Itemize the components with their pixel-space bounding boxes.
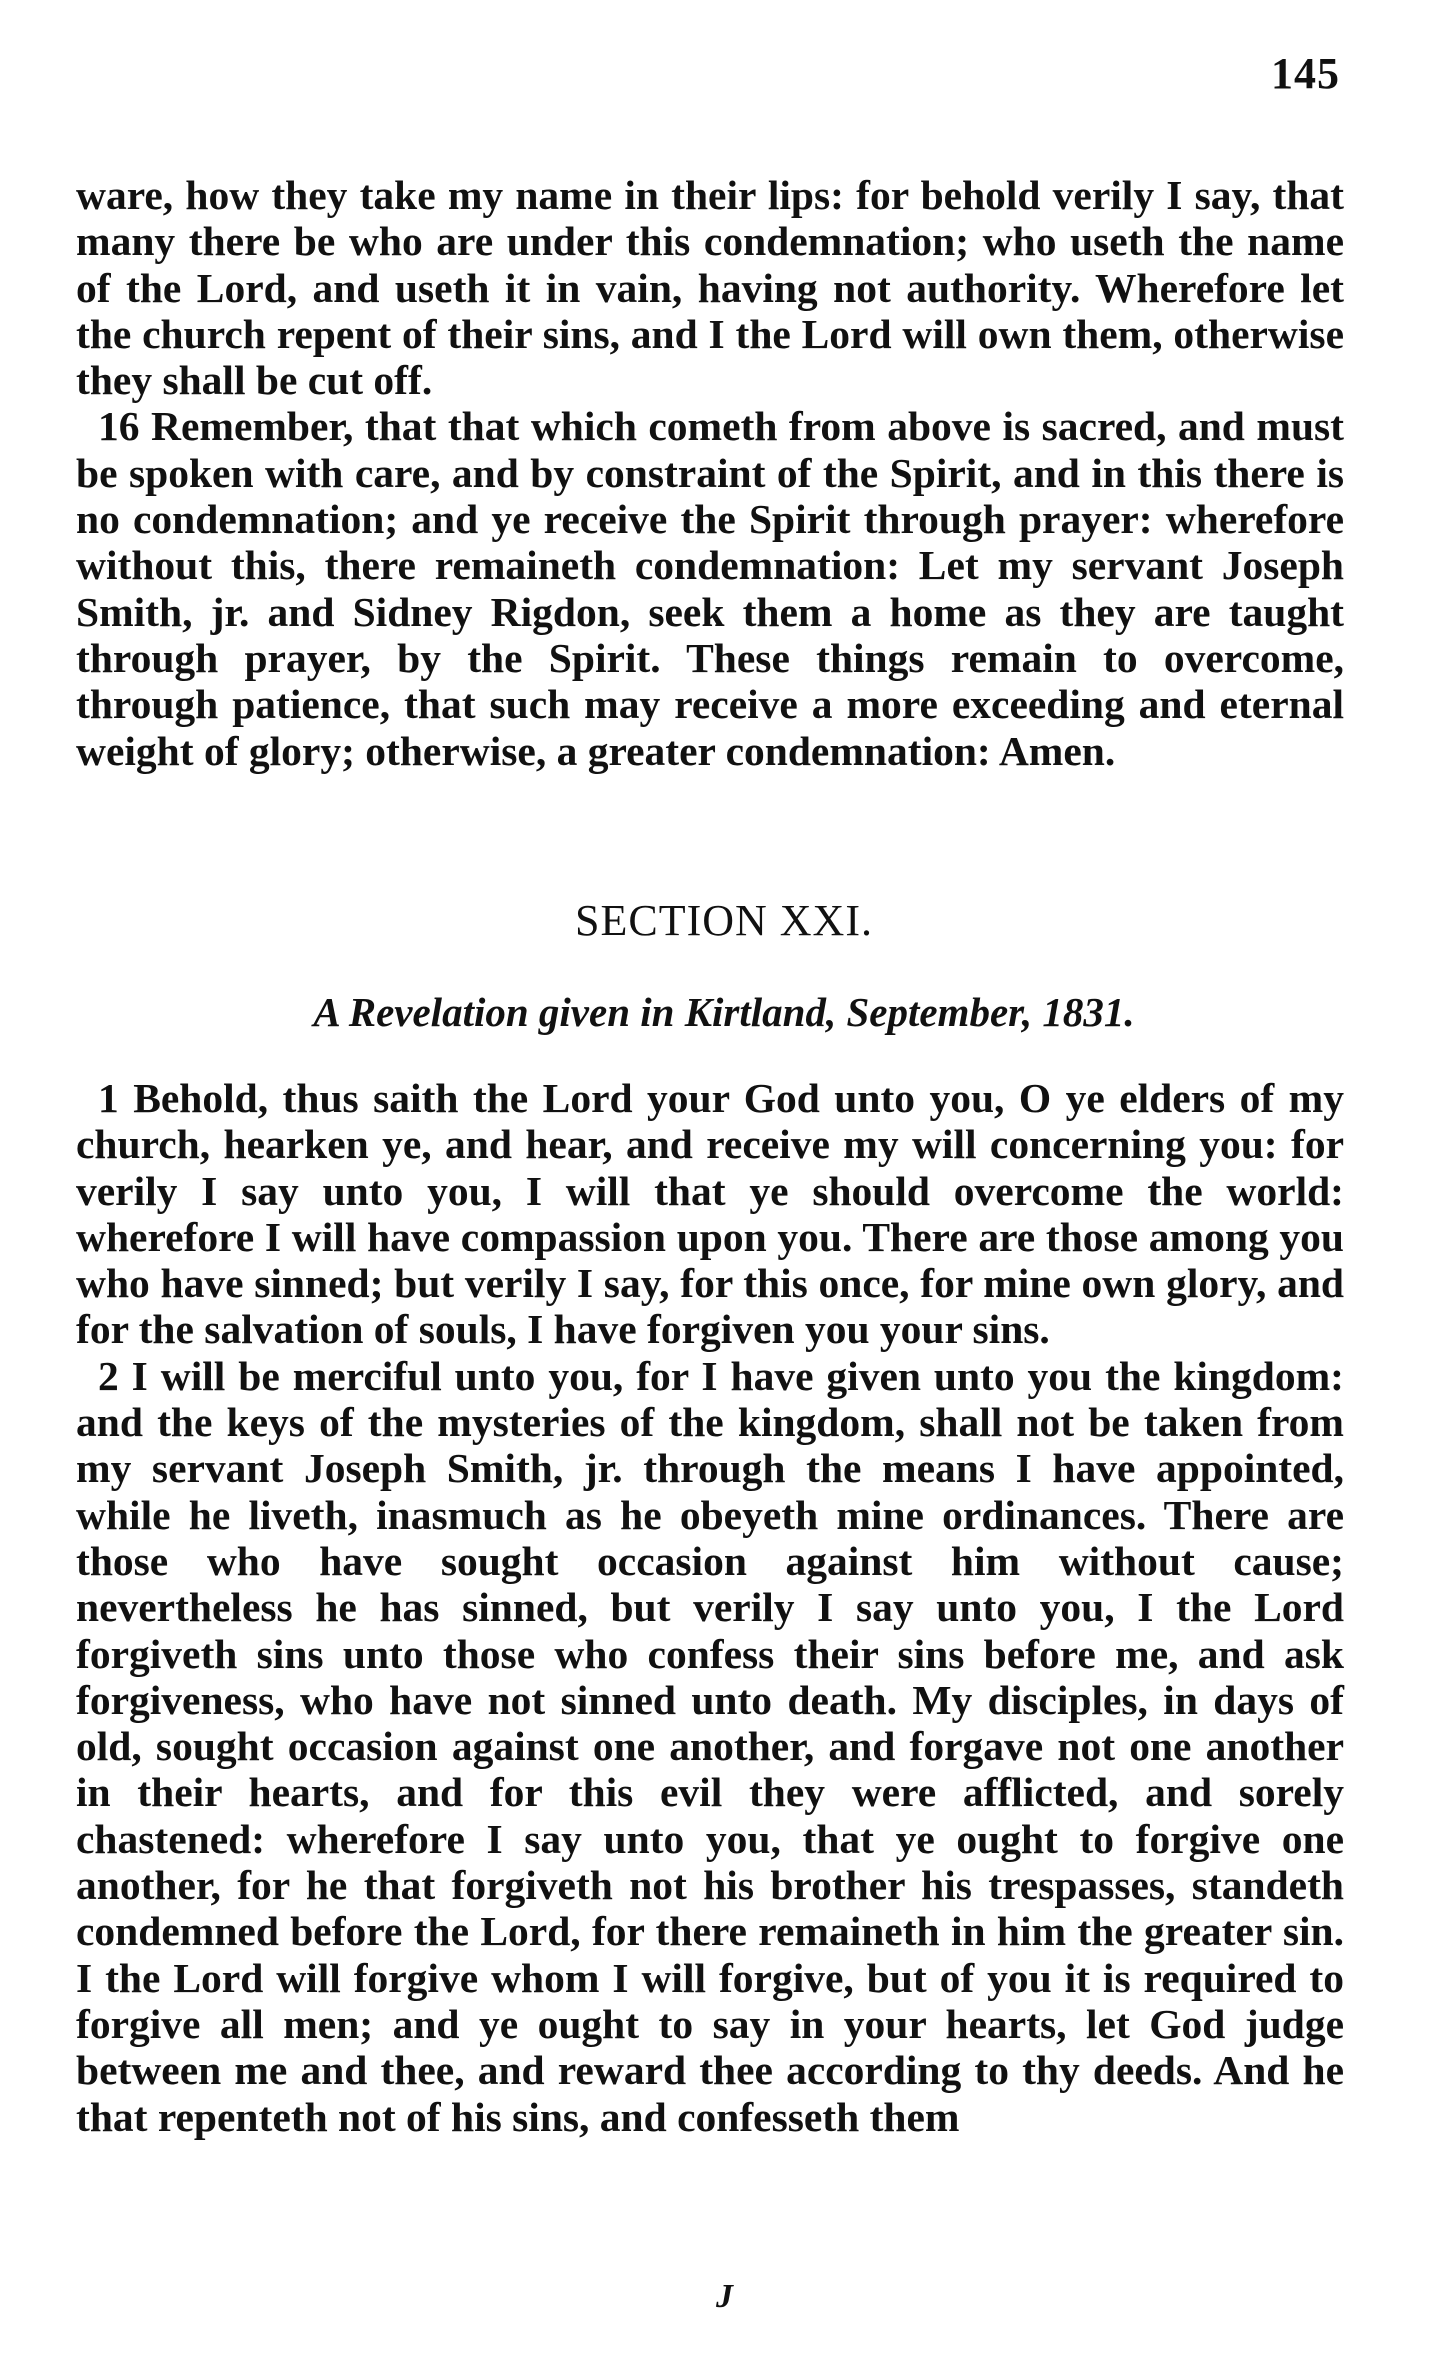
page-number: 145 [1271,49,1340,98]
continued-paragraph: ware, how they take my name in their lips: for behold verily I say, that many there be who are under this condemnation; who useth the name of the Lord, and useth it in vain, having not authority. Wherefore let the church repent of their sins, and I the Lord will own them, otherwise they shall be cut off. [76,172,1344,404]
verse-16-paragraph: 16 Remember, that that which cometh from above is sacred, and must be spoken with care, and by constraint of the Spirit, and in this there is no condemnation; and ye receive the Spirit through prayer: wherefore without this, there remaineth condemnation: Let my servant Joseph Smith, jr. and Sidney Rigdon, seek them a home as they are taught through prayer, by the Spirit. These things remain to overcome, through patience, that such may receive a more exceeding and eternal weight of glory; otherwise, a greater condemnation: Amen. [76,403,1344,774]
section-subheading: A Revelation given in Kirtland, September, 1831. [313,989,1135,1035]
top-text-block [76,172,1344,774]
bottom-text-block [76,1075,1344,2140]
section-heading: SECTION XXI. [575,896,873,945]
printer-signature-mark: J [716,2278,733,2315]
verse-2-paragraph: 2 I will be merciful unto you, for I have given unto you the kingdom: and the keys of the mysteries of the kingdom, shall not be taken from my servant Joseph Smith, jr. through the means I have appointed, while he liveth, inasmuch as he obeyeth mine ordinances. There are those who have sought occasion against him without cause; nevertheless he has sinned, but verily I say unto you, I the Lord forgiveth sins unto those who confess their sins before me, and ask forgiveness, who have not sinned unto death. My disciples, in days of old, sought occasion against one another, and forgave not one another in their hearts, and for this evil they were afflicted, and sorely chastened: wherefore I say unto you, that ye ought to forgive one another, for he that forgiveth not his brother his trespasses, standeth condemned before the Lord, for there remaineth in him the greater sin. I the Lord will forgive whom I will forgive, but of you it is required to forgive all men; and ye ought to say in your hearts, let God judge between me and thee, and reward thee according to thy deeds. And he that repenteth not of his sins, and confesseth them [76,1352,1344,2140]
verse-1-paragraph: 1 Behold, thus saith the Lord your God unto you, O ye elders of my church, hearken ye, and hear, and receive my will concerning you: for verily I say unto you, I will that ye should overcome the world: wherefore I will have compassion upon you. There are those among you who have sinned; but verily I say, for this once, for mine own glory, and for the salvation of souls, I have forgiven you your sins. [76,1075,1344,1353]
